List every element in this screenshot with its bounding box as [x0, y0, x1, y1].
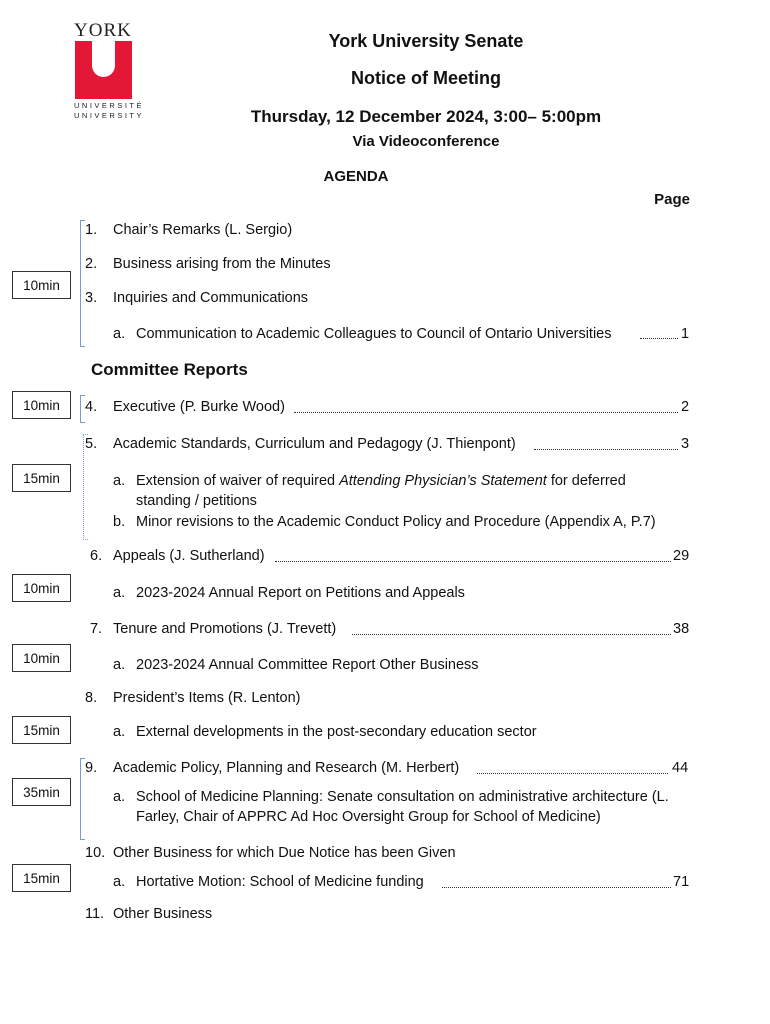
- group-bracket: [80, 220, 85, 347]
- time-box: 10min: [12, 644, 71, 672]
- leader-dots: [294, 412, 678, 413]
- page-ref: 3: [681, 436, 690, 452]
- page-ref: 44: [672, 760, 689, 776]
- leader-dots: [352, 634, 671, 635]
- doc-title: York University Senate: [328, 31, 524, 51]
- time-box: 10min: [12, 574, 71, 602]
- agenda-item-10: 10. Other Business for which Due Notice has been Given: [85, 845, 456, 861]
- agenda-item-5a: a. Extension of waiver of required Attending Physician’s Statement for deferred: [113, 473, 626, 489]
- agenda-item-6a: a. 2023-2024 Annual Report on Petitions and Appeals: [113, 585, 465, 601]
- page-ref: 71: [673, 874, 690, 890]
- time-box: 10min: [12, 391, 71, 419]
- page-ref: 38: [673, 621, 690, 637]
- agenda-item-8a: a. External developments in the post-secondary education sector: [113, 724, 537, 740]
- leader-dots: [534, 449, 678, 450]
- agenda-heading: AGENDA: [323, 168, 389, 185]
- agenda-item-9: 9. Academic Policy, Planning and Research (M. Herbert): [85, 760, 460, 776]
- meeting-venue: Via Videoconference: [352, 133, 500, 150]
- leader-dots: [442, 887, 671, 888]
- agenda-item-7: 7. Tenure and Promotions (J. Trevett): [90, 621, 337, 637]
- doc-subtitle: Notice of Meeting: [350, 68, 501, 88]
- agenda-item-10a: a. Hortative Motion: School of Medicine funding: [113, 874, 424, 890]
- agenda-item-5b: b. Minor revisions to the Academic Conduct Policy and Procedure (Appendix A, P.7): [113, 514, 656, 530]
- agenda-item-7a: a. 2023-2024 Annual Committee Report Other Business: [113, 657, 479, 673]
- section-heading: Committee Reports: [91, 360, 248, 379]
- logo-line-university: UNIVERSITY: [74, 111, 145, 120]
- logo-wordmark: YORK: [74, 20, 132, 41]
- agenda-item-1: 1. Chair’s Remarks (L. Sergio): [85, 222, 293, 238]
- agenda-item-2: 2. Business arising from the Minutes: [85, 256, 331, 272]
- agenda-item-4: 4. Executive (P. Burke Wood): [85, 399, 285, 415]
- meeting-date: Thursday, 12 December 2024, 3:00– 5:00pm: [250, 107, 602, 126]
- time-box: 35min: [12, 778, 71, 806]
- page-column-header: Page: [654, 191, 690, 208]
- page-ref: 29: [673, 548, 690, 564]
- agenda-item-6: 6. Appeals (J. Sutherland): [90, 548, 265, 564]
- leader-dots: [477, 773, 668, 774]
- agenda-item-9a-cont: Farley, Chair of APPRC Ad Hoc Oversight Group for School of Medicine): [136, 809, 601, 825]
- page-ref: 1: [681, 326, 690, 342]
- logo-line-universite: UNIVERSITÉ: [74, 101, 145, 110]
- agenda-item-8: 8. President’s Items (R. Lenton): [85, 690, 301, 706]
- time-box: 10min: [12, 271, 71, 299]
- agenda-item-3a: a. Communication to Academic Colleagues to Council of Ontario Universities: [113, 326, 612, 342]
- leader-dots: [640, 338, 678, 339]
- page-ref: 2: [681, 399, 690, 415]
- leader-dots: [275, 561, 671, 562]
- time-box: 15min: [12, 864, 71, 892]
- agenda-item-5: 5. Academic Standards, Curriculum and Pedagogy (J. Thienpont): [85, 436, 516, 452]
- agenda-item-5a-cont: standing / petitions: [136, 493, 257, 509]
- time-box: 15min: [12, 464, 71, 492]
- agenda-item-3: 3. Inquiries and Communications: [85, 290, 309, 306]
- agenda-item-9a: a. School of Medicine Planning: Senate consultation on administrative architecture (L.: [113, 789, 669, 805]
- time-box: 15min: [12, 716, 71, 744]
- agenda-item-11: 11. Other Business: [85, 906, 213, 922]
